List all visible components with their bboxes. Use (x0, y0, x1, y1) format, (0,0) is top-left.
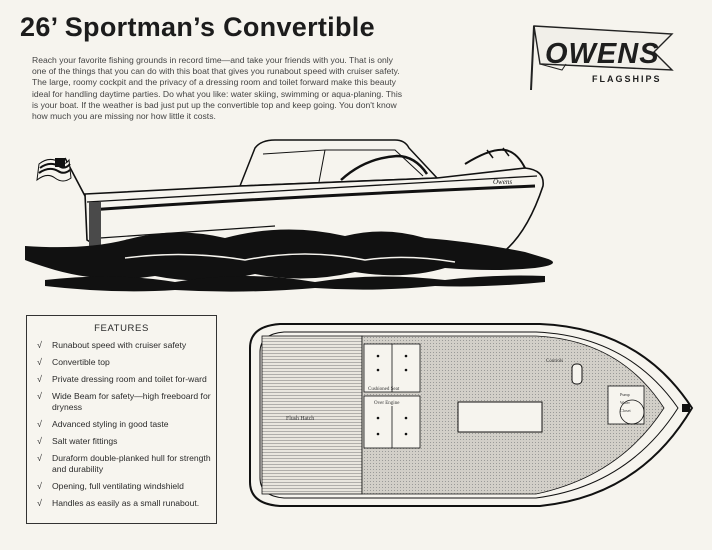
features-title: FEATURES (94, 323, 149, 334)
intro-line: The large, roomy cockpit and the privacy of a dressing room and toilet forward make this beauty (32, 77, 396, 88)
check-icon: √ (37, 374, 42, 384)
feature-item: √ Duraform double-planked hull for strength and durability (37, 453, 211, 474)
features-list (37, 340, 213, 515)
intro-line: is your boat. If the weather is bad just put up the convertible top and keep going. You don't know (32, 99, 397, 110)
boat-side-view (25, 130, 585, 300)
feature-item: √ Private dressing room and toilet for-ward (37, 374, 207, 384)
feature-item: √ Opening, full ventilating windshield (37, 481, 184, 491)
over-engine-label: Over Engine (374, 401, 400, 406)
check-icon: √ (37, 498, 42, 508)
pump-label: Pump (620, 392, 630, 397)
feature-item: √ Advanced styling in good taste (37, 419, 169, 429)
intro-line: one of the things that you can do with this boat that gives you runabout speed with cruiser safety. (32, 66, 400, 77)
check-icon: √ (37, 419, 42, 429)
closet-label: Closet (620, 408, 631, 413)
feature-item: √ Salt water fittings (37, 436, 118, 446)
feature-item: √ Convertible top (37, 357, 110, 367)
controls-label: Controls (546, 359, 564, 364)
page-title: 26’ Sportman’s Convertible (20, 12, 375, 42)
check-icon: √ (37, 436, 42, 446)
logo-wordmark: OWENS (545, 38, 660, 70)
cushioned-seat-label: Cushioned Seat (368, 387, 400, 392)
intro-paragraph (32, 55, 422, 122)
check-icon: √ (37, 453, 42, 463)
flush-hatch-label: Flush Hatch (286, 416, 315, 422)
feature-item: √ Wide Beam for safety—high freeboard for dryness (37, 391, 211, 412)
feature-item: √ Handles as easily as a small runabout. (37, 498, 200, 508)
hull-name-label: Owens (493, 178, 513, 186)
intro-line: ideal for handling daytime parties. Do what you like: water skiing, swimming or aqua-planing. This (32, 88, 403, 99)
intro-line: how much you are missing nor how little it costs. (32, 111, 216, 122)
check-icon: √ (37, 340, 42, 350)
boat-top-plan-view (240, 318, 702, 513)
water-label: Water (620, 400, 630, 405)
us-flag-icon (37, 158, 85, 196)
check-icon: √ (37, 357, 42, 367)
logo-subtitle: FLAGSHIPS (592, 74, 662, 84)
check-icon: √ (37, 391, 42, 401)
intro-line: Reach your favorite fishing grounds in record time—and take your friends with you. That is only (32, 55, 393, 65)
features-box (26, 315, 217, 524)
feature-item: √ Runabout speed with cruiser safety (37, 340, 187, 350)
check-icon: √ (37, 481, 42, 491)
